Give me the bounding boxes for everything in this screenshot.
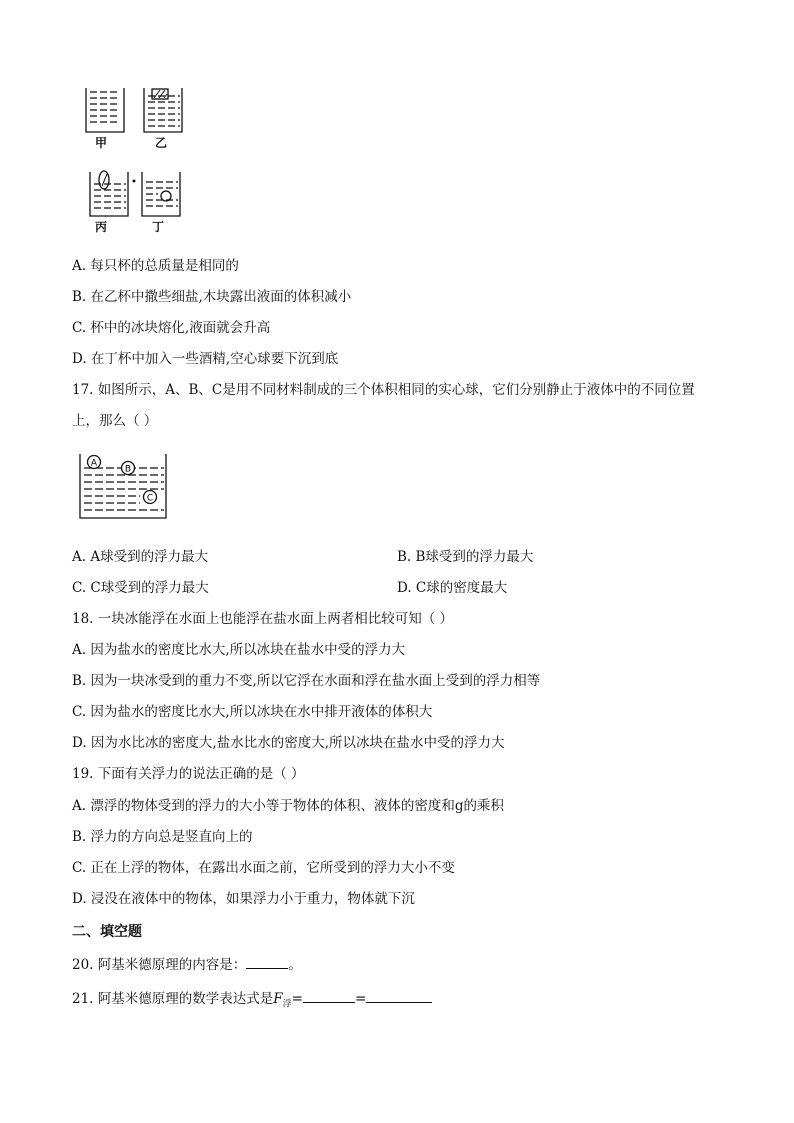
cup-jia xyxy=(86,88,124,132)
q18-option-b: B. 因为一块冰受到的重力不变,所以它浮在水面和浮在盐水面上受到的浮力相等 xyxy=(72,673,541,689)
cup-label-jia: 甲 xyxy=(95,136,108,150)
cups-figure xyxy=(80,82,200,234)
q18-option-d: D. 因为水比冰的密度大,盐水比水的密度大,所以冰块在盐水中受的浮力大 xyxy=(72,735,505,751)
q16-option-a: A. 每只杯的总质量是相同的 xyxy=(72,258,239,274)
ball-label-b: B xyxy=(124,464,132,475)
q20-answer-blank[interactable] xyxy=(246,954,288,969)
q21-answer-blank-1[interactable] xyxy=(303,988,355,1003)
q19-option-a: A. 漂浮的物体受到的浮力的大小等于物体的体积、液体的密度和g的乘积 xyxy=(72,798,504,814)
ball-label-c: C xyxy=(146,493,154,504)
q21-eq1: = xyxy=(291,991,303,1007)
q16-option-b: B. 在乙杯中撒些细盐,木块露出液面的体积减小 xyxy=(72,289,352,305)
cup-bing xyxy=(90,171,128,216)
cup-label-bing: 丙 xyxy=(95,220,108,234)
q19-option-b: B. 浮力的方向总是竖直向上的 xyxy=(72,829,253,845)
q21-eq2: = xyxy=(354,991,367,1007)
q17-stem-line1: 17. 如图所示，A、B、C是用不同材料制成的三个体积相同的实心球，它们分别静止于液体中的不同位置 xyxy=(72,382,695,398)
q21-subscript: 浮 xyxy=(282,999,292,1010)
q16-option-c: C. 杯中的冰块熔化,液面就会升高 xyxy=(72,320,271,336)
q17-option-b: B. B球受到的浮力最大 xyxy=(397,549,534,565)
q21-answer-blank-2[interactable] xyxy=(366,988,432,1003)
q20-end: 。 xyxy=(288,957,302,973)
cup-yi xyxy=(144,88,182,132)
q20-text: 20. 阿基米德原理的内容是： xyxy=(72,957,247,973)
q18-option-c: C. 因为盐水的密度比水大,所以冰块在水中排开液体的体积大 xyxy=(72,704,433,720)
q17-option-d: D. C球的密度最大 xyxy=(397,580,508,596)
balls-figure xyxy=(78,450,170,520)
q18-option-a: A. 因为盐水的密度比水大,所以冰块在盐水中受的浮力大 xyxy=(72,642,406,658)
cup-label-ding: 丁 xyxy=(152,220,165,234)
q21 xyxy=(72,988,432,1014)
q16-option-d: D. 在丁杯中加入一些酒精,空心球要下沉到底 xyxy=(72,351,339,367)
ball-label-a: A xyxy=(90,458,98,469)
q20 xyxy=(72,954,302,974)
cup-label-yi: 乙 xyxy=(155,136,168,150)
q19-option-d: D. 浸没在液体中的物体，如果浮力小于重力，物体就下沉 xyxy=(72,891,415,907)
q17-option-a: A. A球受到的浮力最大 xyxy=(72,549,209,565)
q19-stem: 19. 下面有关浮力的说法正确的是（ ） xyxy=(72,766,305,782)
q19-option-c: C. 正在上浮的物体，在露出水面之前，它所受到的浮力大小不变 xyxy=(72,860,455,876)
section-title: 二、填空题 xyxy=(72,924,142,940)
q17-stem-line2: 上，那么（ ） xyxy=(72,413,158,429)
cup-ding xyxy=(142,172,180,216)
q21-symbol: F xyxy=(273,991,283,1007)
q18-stem: 18. 一块冰能浮在水面上也能浮在盐水面上两者相比较可知（ ） xyxy=(72,611,454,627)
q17-option-c: C. C球受到的浮力最大 xyxy=(72,580,209,596)
q21-text: 21. 阿基米德原理的数学表达式是 xyxy=(72,991,274,1007)
